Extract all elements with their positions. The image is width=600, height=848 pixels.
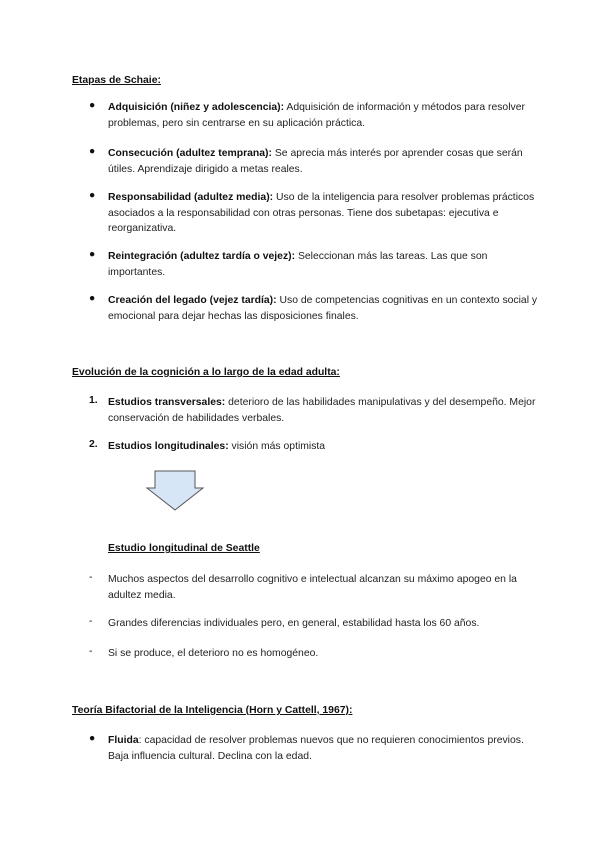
section-heading-bifactorial: Teoría Bifactorial de la Inteligencia (Horn y Cattell, 1967): <box>72 705 353 716</box>
list-item <box>108 293 538 324</box>
item-text: deterioro de las habilidades manipulativas y del desempeño. Mejor conservación de habilidades verbales. <box>108 397 536 424</box>
section-heading-schaie: Etapas de Schaie: <box>72 75 161 86</box>
list-item: Muchos aspectos del desarrollo cognitivo e intelectual alcanzan su máximo apogeo en la adultez media. <box>108 574 517 601</box>
item-term: Creación del legado (vejez tardía): <box>108 295 277 306</box>
item-term: Adquisición (niñez y adolescencia): <box>108 102 285 113</box>
number-marker: 2. <box>89 439 98 450</box>
dash-marker: - <box>89 572 93 583</box>
down-arrow-icon <box>145 470 205 512</box>
list-item <box>108 249 538 280</box>
number-marker: 1. <box>89 395 98 406</box>
dash-marker: - <box>89 616 93 627</box>
bullet-marker: ● <box>89 146 96 157</box>
item-text: Seleccionan más las tareas. Las que son importantes. <box>108 251 488 278</box>
bullet-marker: ● <box>89 249 96 260</box>
bullet-marker: ● <box>89 293 96 304</box>
list-item <box>108 190 538 237</box>
item-term: Fluida <box>108 735 139 746</box>
subheading-seattle: Estudio longitudinal de Seattle <box>108 543 260 554</box>
item-text: visión más optimista <box>228 441 326 452</box>
list-item <box>108 100 538 131</box>
item-text: Se aprecia más interés por aprender cosas que serán útiles. Aprendizaje dirigido a metas reales. <box>108 148 523 175</box>
item-text: : capacidad de resolver problemas nuevos que no requieren conocimientos previos. Baja influencia cultural. Declina con la edad. <box>108 735 524 762</box>
list-item <box>108 439 538 455</box>
item-text: Uso de competencias cognitivas en un contexto social y emocional para dejar hechas las disposiciones finales. <box>108 295 538 322</box>
item-text: Uso de la inteligencia para resolver problemas prácticos asociados a la responsabilidad con otras personas. Tiene dos subetapas: ejecutiva e reorganizativa. <box>108 192 535 234</box>
item-term: Responsabilidad (adultez media): <box>108 192 274 203</box>
bullet-marker: ● <box>89 190 96 201</box>
list-item <box>108 395 538 426</box>
item-text: Adquisición de información y métodos para resolver problemas, pero sin centrarse en su aplicación práctica. <box>108 102 525 129</box>
item-term: Consecución (adultez temprana): <box>108 148 272 159</box>
item-term: Reintegración (adultez tardía o vejez): <box>108 251 296 262</box>
list-item: Si se produce, el deterioro no es homogéneo. <box>108 648 319 659</box>
list-item <box>108 733 538 764</box>
list-item: Grandes diferencias individuales pero, en general, estabilidad hasta los 60 años. <box>108 618 480 629</box>
list-item <box>108 146 538 177</box>
section-heading-cognicion: Evolución de la cognición a lo largo de la edad adulta: <box>72 367 340 378</box>
dash-marker: - <box>89 646 93 657</box>
item-term: Estudios transversales: <box>108 397 226 408</box>
bullet-marker: ● <box>89 100 96 111</box>
item-term: Estudios longitudinales: <box>108 441 229 452</box>
bullet-marker: ● <box>89 733 96 744</box>
